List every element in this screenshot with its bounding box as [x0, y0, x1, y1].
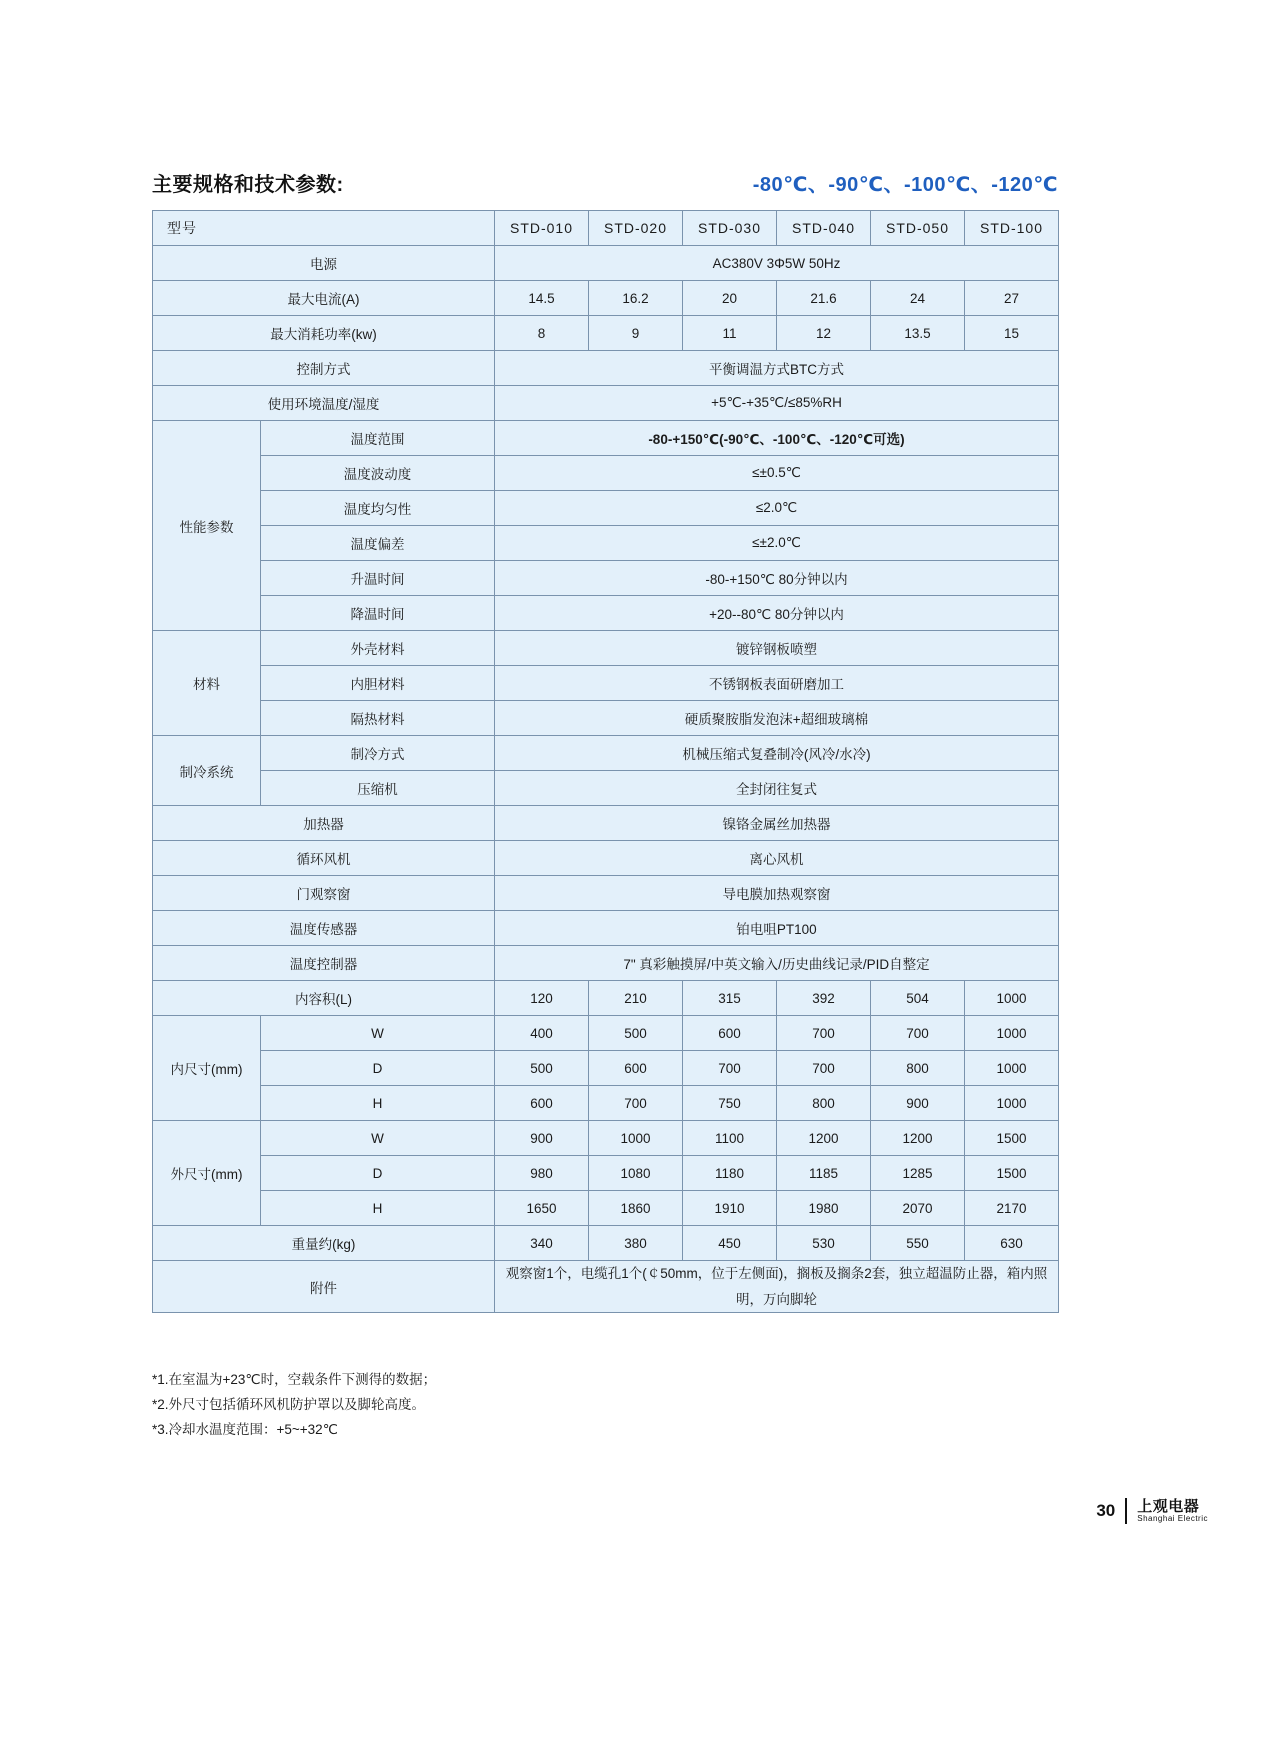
perf-value-4: -80-+150℃ 80分钟以内 [495, 561, 1059, 596]
table-row [153, 1016, 1059, 1051]
specifications-table [152, 210, 1059, 1313]
outer-dim-label-2: H [261, 1191, 495, 1226]
max-power-2: 11 [683, 316, 777, 351]
refrig-value-1: 全封闭往复式 [495, 771, 1059, 806]
perf-label-4: 升温时间 [261, 561, 495, 596]
table-row [153, 246, 1059, 281]
max-power-label: 最大消耗功率(kw) [153, 316, 495, 351]
perf-value-0: -80-+150℃(-90℃、-100℃、-120℃可选) [495, 421, 1059, 456]
table-row [153, 421, 1059, 456]
outer-h-5: 2170 [965, 1191, 1059, 1226]
table-row [153, 981, 1059, 1016]
material-label-0: 外壳材料 [261, 631, 495, 666]
outer-d-1: 1080 [589, 1156, 683, 1191]
perf-value-2: ≤2.0℃ [495, 491, 1059, 526]
perf-label-0: 温度范围 [261, 421, 495, 456]
max-current-5: 27 [965, 281, 1059, 316]
table-row [153, 1051, 1059, 1086]
power-label: 电源 [153, 246, 495, 281]
outer-dim-label-1: D [261, 1156, 495, 1191]
outer-dim-label-0: W [261, 1121, 495, 1156]
outer-w-2: 1100 [683, 1121, 777, 1156]
inner-h-1: 700 [589, 1086, 683, 1121]
perf-value-1: ≤±0.5℃ [495, 456, 1059, 491]
heater-label: 加热器 [153, 806, 495, 841]
volume-3: 392 [777, 981, 871, 1016]
weight-4: 550 [871, 1226, 965, 1261]
footnote-2: *2.外尺寸包括循环风机防护罩以及脚轮高度。 [152, 1396, 426, 1412]
power-value: AC380V 3Φ5W 50Hz [495, 246, 1059, 281]
fan-value: 离心风机 [495, 841, 1059, 876]
inner-h-4: 900 [871, 1086, 965, 1121]
perf-label-5: 降温时间 [261, 596, 495, 631]
material-value-2: 硬质聚胺脂发泡沫+超细玻璃棉 [495, 701, 1059, 736]
window-value: 导电膜加热观察窗 [495, 876, 1059, 911]
outer-d-4: 1285 [871, 1156, 965, 1191]
page-header [152, 168, 1058, 197]
inner-w-3: 700 [777, 1016, 871, 1051]
table-row [153, 666, 1059, 701]
inner-d-0: 500 [495, 1051, 589, 1086]
performance-group-label: 性能参数 [153, 421, 261, 631]
sensor-label: 温度传感器 [153, 911, 495, 946]
ambient-value: +5℃-+35℃/≤85%RH [495, 386, 1059, 421]
volume-4: 504 [871, 981, 965, 1016]
volume-1: 210 [589, 981, 683, 1016]
table-row [153, 701, 1059, 736]
max-current-4: 24 [871, 281, 965, 316]
inner-dim-label-1: D [261, 1051, 495, 1086]
model-header-1: STD-020 [589, 211, 683, 246]
outer-h-0: 1650 [495, 1191, 589, 1226]
table-row [153, 1191, 1059, 1226]
material-value-1: 不锈钢板表面研磨加工 [495, 666, 1059, 701]
table-row [153, 911, 1059, 946]
table-row [153, 456, 1059, 491]
table-row [153, 491, 1059, 526]
outer-h-3: 1980 [777, 1191, 871, 1226]
outer-d-5: 1500 [965, 1156, 1059, 1191]
max-power-4: 13.5 [871, 316, 965, 351]
inner-d-3: 700 [777, 1051, 871, 1086]
table-row [153, 806, 1059, 841]
outer-h-1: 1860 [589, 1191, 683, 1226]
max-power-3: 12 [777, 316, 871, 351]
controller-label: 温度控制器 [153, 946, 495, 981]
material-group-label: 材料 [153, 631, 261, 736]
controller-value: 7" 真彩触摸屏/中英文输入/历史曲线记录/PID自整定 [495, 946, 1059, 981]
table-row [153, 351, 1059, 386]
weight-5: 630 [965, 1226, 1059, 1261]
control-label: 控制方式 [153, 351, 495, 386]
outer-h-2: 1910 [683, 1191, 777, 1226]
perf-value-5: +20--80℃ 80分钟以内 [495, 596, 1059, 631]
weight-1: 380 [589, 1226, 683, 1261]
perf-label-2: 温度均匀性 [261, 491, 495, 526]
model-header-3: STD-040 [777, 211, 871, 246]
heater-value: 镍铬金属丝加热器 [495, 806, 1059, 841]
outer-w-4: 1200 [871, 1121, 965, 1156]
outer-h-4: 2070 [871, 1191, 965, 1226]
inner-d-5: 1000 [965, 1051, 1059, 1086]
max-power-1: 9 [589, 316, 683, 351]
accessories-value: 观察窗1个，电缆孔1个(￠50mm，位于左侧面)，搁板及搁条2套，独立超温防止器，箱内照明，万向脚轮 [495, 1261, 1059, 1313]
inner-d-4: 800 [871, 1051, 965, 1086]
table-row [153, 596, 1059, 631]
page-footer [1096, 1498, 1208, 1524]
table-row [153, 736, 1059, 771]
company-logo [1137, 1499, 1208, 1523]
material-value-0: 镀锌钢板喷塑 [495, 631, 1059, 666]
table-row [153, 876, 1059, 911]
footnote-3: *3.冷却水温度范围：+5~+32℃ [152, 1421, 338, 1437]
max-current-2: 20 [683, 281, 777, 316]
perf-value-3: ≤±2.0℃ [495, 526, 1059, 561]
refrigeration-group-label: 制冷系统 [153, 736, 261, 806]
footnote-1: *1.在室温为+23℃时，空载条件下测得的数据； [152, 1372, 437, 1387]
table-header-row [153, 211, 1059, 246]
control-value: 平衡调温方式BTC方式 [495, 351, 1059, 386]
table-row [153, 526, 1059, 561]
table-row [153, 281, 1059, 316]
inner-h-2: 750 [683, 1086, 777, 1121]
volume-5: 1000 [965, 981, 1059, 1016]
footer-divider [1125, 1498, 1127, 1524]
model-header-cell: 型号 [153, 211, 495, 246]
max-current-label: 最大电流(A) [153, 281, 495, 316]
inner-h-5: 1000 [965, 1086, 1059, 1121]
table-row [153, 1086, 1059, 1121]
weight-3: 530 [777, 1226, 871, 1261]
max-current-0: 14.5 [495, 281, 589, 316]
table-row [153, 841, 1059, 876]
table-row [153, 946, 1059, 981]
fan-label: 循环风机 [153, 841, 495, 876]
outer-w-1: 1000 [589, 1121, 683, 1156]
model-header-0: STD-010 [495, 211, 589, 246]
accessories-label: 附件 [153, 1261, 495, 1313]
logo-english-text: Shanghai Electric [1137, 1513, 1208, 1523]
table-row [153, 316, 1059, 351]
ambient-label: 使用环境温度/湿度 [153, 386, 495, 421]
inner-dim-label-0: W [261, 1016, 495, 1051]
inner-w-5: 1000 [965, 1016, 1059, 1051]
inner-w-4: 700 [871, 1016, 965, 1051]
inner-w-1: 500 [589, 1016, 683, 1051]
perf-label-3: 温度偏差 [261, 526, 495, 561]
model-header-5: STD-100 [965, 211, 1059, 246]
logo-chinese-text: 上观电器 [1137, 1497, 1200, 1515]
temperature-range-title: -80℃、-90℃、-100℃、-120℃ [752, 174, 1058, 196]
material-label-2: 隔热材料 [261, 701, 495, 736]
outer-dim-group-label: 外尺寸(mm) [153, 1121, 261, 1226]
inner-h-0: 600 [495, 1086, 589, 1121]
table-row [153, 1226, 1059, 1261]
table-row [153, 1156, 1059, 1191]
inner-w-2: 600 [683, 1016, 777, 1051]
outer-d-0: 980 [495, 1156, 589, 1191]
refrig-value-0: 机械压缩式复叠制冷(风冷/水冷) [495, 736, 1059, 771]
inner-h-3: 800 [777, 1086, 871, 1121]
volume-0: 120 [495, 981, 589, 1016]
refrig-label-0: 制冷方式 [261, 736, 495, 771]
footnotes [152, 1368, 436, 1443]
table-row [153, 561, 1059, 596]
inner-dim-group-label: 内尺寸(mm) [153, 1016, 261, 1121]
outer-w-3: 1200 [777, 1121, 871, 1156]
model-header-2: STD-030 [683, 211, 777, 246]
refrig-label-1: 压缩机 [261, 771, 495, 806]
weight-2: 450 [683, 1226, 777, 1261]
inner-d-2: 700 [683, 1051, 777, 1086]
outer-d-3: 1185 [777, 1156, 871, 1191]
outer-w-5: 1500 [965, 1121, 1059, 1156]
table-row [153, 1121, 1059, 1156]
max-power-5: 15 [965, 316, 1059, 351]
inner-dim-label-2: H [261, 1086, 495, 1121]
sensor-value: 铂电咀PT100 [495, 911, 1059, 946]
inner-d-1: 600 [589, 1051, 683, 1086]
max-current-1: 16.2 [589, 281, 683, 316]
max-current-3: 21.6 [777, 281, 871, 316]
table-row [153, 771, 1059, 806]
material-label-1: 内胆材料 [261, 666, 495, 701]
table-row [153, 631, 1059, 666]
table-row [153, 386, 1059, 421]
model-header-4: STD-050 [871, 211, 965, 246]
weight-label: 重量约(kg) [153, 1226, 495, 1261]
volume-label: 内容积(L) [153, 981, 495, 1016]
inner-w-0: 400 [495, 1016, 589, 1051]
outer-w-0: 900 [495, 1121, 589, 1156]
volume-2: 315 [683, 981, 777, 1016]
page-title: 主要规格和技术参数: [152, 174, 344, 196]
page-number: 30 [1096, 1501, 1116, 1520]
table-row [153, 1261, 1059, 1313]
perf-label-1: 温度波动度 [261, 456, 495, 491]
outer-d-2: 1180 [683, 1156, 777, 1191]
window-label: 门观察窗 [153, 876, 495, 911]
max-power-0: 8 [495, 316, 589, 351]
weight-0: 340 [495, 1226, 589, 1261]
